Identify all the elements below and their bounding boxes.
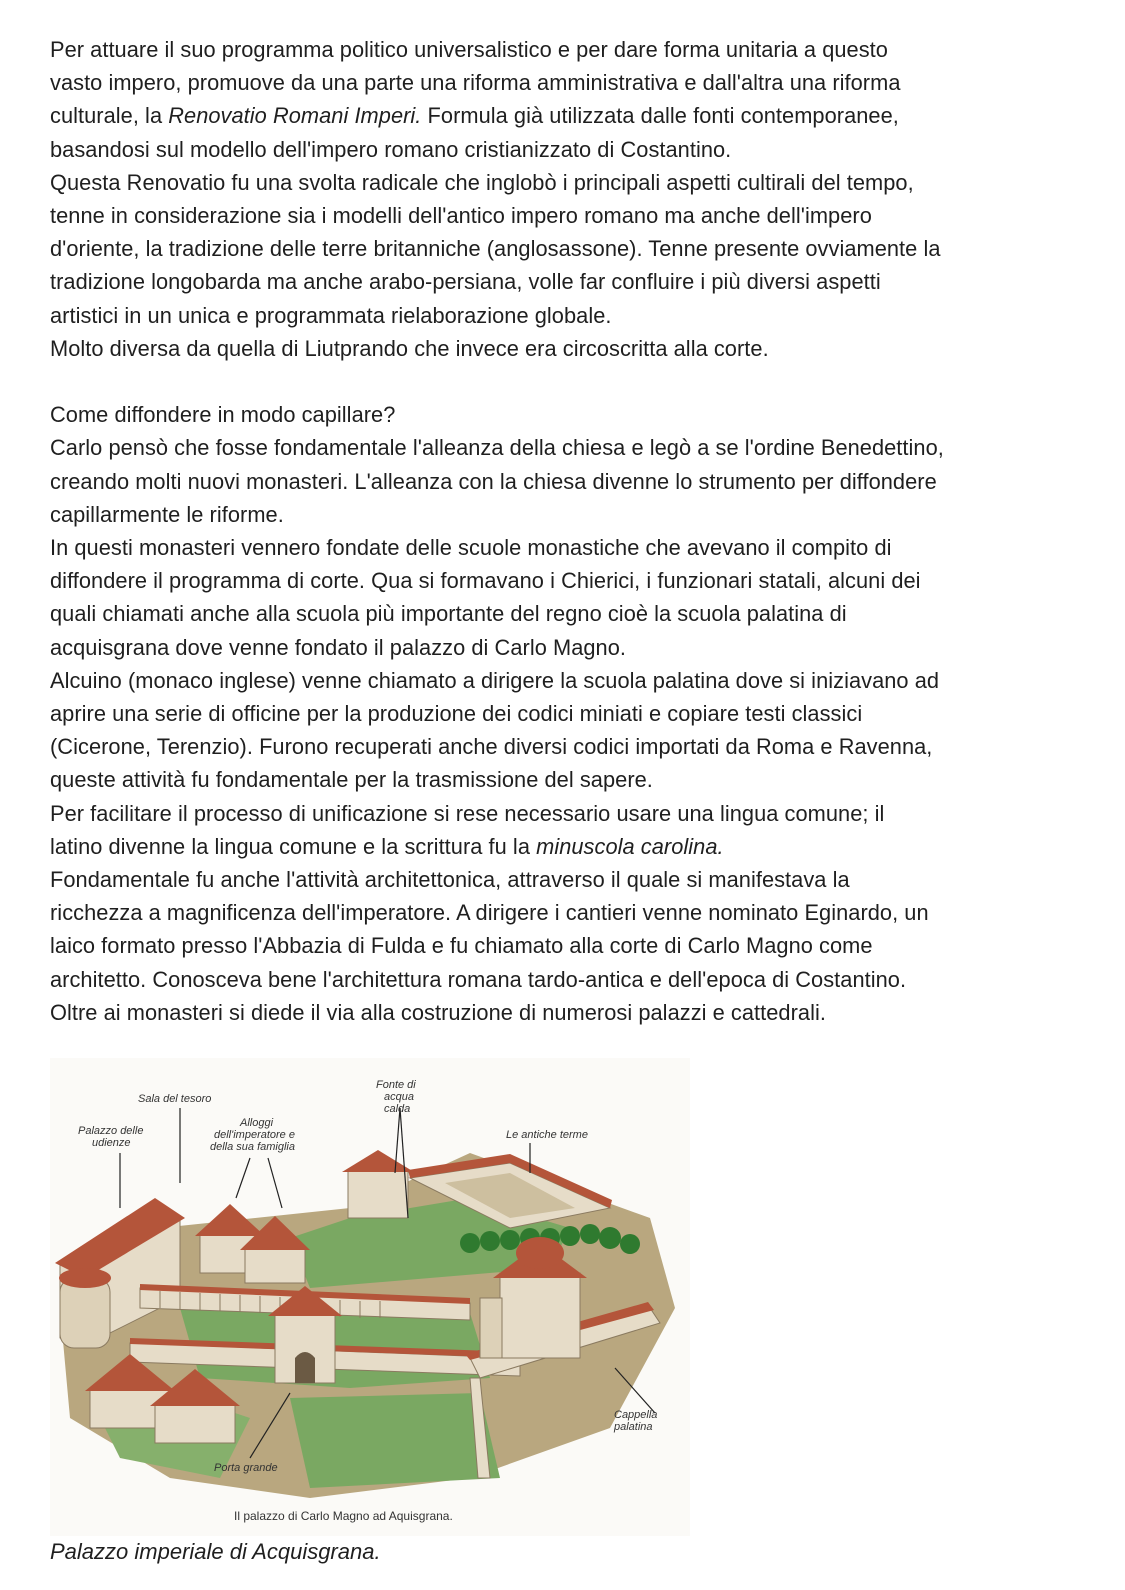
text-line: Per facilitare il processo di unificazione si rese necessario usare una lingua comune; il: [50, 800, 885, 826]
text-line: queste attività fu fondamentale per la trasmissione del sapere.: [50, 767, 653, 793]
gate-arch: [295, 1352, 315, 1383]
text-line: quali chiamati anche alla scuola più importante del regno cioè la scuola palatina di: [50, 601, 847, 627]
text-line: tradizione longobarda ma anche arabo-persiana, volle far confluire i più diversi aspetti: [50, 269, 881, 295]
text-line: In questi monasteri vennero fondate delle scuole monastiche che avevano il compito di: [50, 535, 892, 561]
italic-term: minuscola carolina.: [536, 833, 724, 859]
label-audience-hall: udienze: [92, 1137, 131, 1149]
text-line: (Cicerone, Terenzio). Furono recuperati anche diversi codici importati da Roma e Ravenna,: [50, 734, 933, 760]
document-body: [50, 33, 1080, 1029]
text-line: ricchezza a magnificenza dell'imperatore. A dirigere i cantieri venne nominato Eginardo, un: [50, 900, 929, 926]
text-line: Alcuino (monaco inglese) venne chiamato a dirigere la scuola palatina dove si iniziavano ad: [50, 667, 940, 693]
italic-term: Renovatio Romani Imperi.: [168, 103, 422, 129]
label-residences: della sua famiglia: [210, 1141, 295, 1153]
paragraph-gap: [50, 365, 1080, 398]
label-hot-spring: calda: [384, 1103, 411, 1115]
palatine-chapel: [500, 1273, 580, 1358]
text-line: architetto. Conosceva bene l'architettura romana tardo-antica e dell'epoca di Costantino.: [50, 966, 907, 992]
grass-lower: [290, 1393, 500, 1488]
palace-drawing: [50, 1058, 690, 1536]
label-audience-hall: Palazzo delle: [78, 1125, 144, 1137]
label-residences: dell'imperatore e: [214, 1129, 295, 1141]
text-line: [50, 99, 1080, 132]
chapel-tower: [480, 1298, 502, 1358]
label-ancient-baths: Le antiche terme: [506, 1129, 588, 1141]
round-tower: [60, 1278, 110, 1348]
text-run: Formula già utilizzata dalle fonti contemporanee,: [421, 103, 899, 129]
text-line: Per attuare il suo programma politico universalistico e per dare forma unitaria a questo: [50, 37, 888, 62]
text-line: laico formato presso l'Abbazia di Fulda e fu chiamato alla corte di Carlo Magno come: [50, 933, 873, 959]
text-line: tenne in considerazione sia i modelli dell'antico impero romano ma anche dell'impero: [50, 203, 872, 229]
text-line: acquisgrana dove venne fondato il palazzo di Carlo Magno.: [50, 634, 626, 660]
text-line: Molto diversa da quella di Liutprando che invece era circoscritta alla corte.: [50, 335, 769, 361]
text-run: culturale, la: [50, 103, 169, 129]
text-line: d'oriente, la tradizione delle terre britanniche (anglosassone). Tenne presente ovviamente la: [50, 236, 941, 262]
text-line: Fondamentale fu anche l'attività architettonica, attraverso il quale si manifestava la: [50, 867, 850, 893]
text-line: [50, 830, 1080, 863]
label-hot-spring: acqua: [384, 1091, 414, 1103]
text-line: creando molti nuovi monasteri. L'alleanza con la chiesa divenne lo strumento per diffondere: [50, 468, 937, 494]
label-hot-spring: Fonte di: [376, 1079, 416, 1091]
text-run: latino divenne la lingua comune e la scrittura fu la: [50, 833, 537, 859]
label-residences: Alloggi: [240, 1117, 274, 1129]
text-line: Oltre ai monasteri si diede il via alla costruzione di numerosi palazzi e cattedrali.: [50, 999, 826, 1025]
figure-caption: Il palazzo di Carlo Magno ad Aquisgrana.: [234, 1509, 453, 1523]
text-line: diffondere il programma di corte. Qua si formavano i Chierici, i funzionari statali, alcuni dei: [50, 568, 921, 594]
label-palatine-chapel: Cappella: [614, 1409, 658, 1421]
paragraph-renovatio: [50, 33, 1080, 365]
text-line: basandosi sul modello dell'impero romano cristianizzato di Costantino.: [50, 136, 732, 162]
palace-illustration: [50, 1058, 690, 1548]
fountain-building: [348, 1170, 408, 1218]
chapel-dome: [516, 1237, 564, 1269]
text-line: Carlo pensò che fosse fondamentale l'alleanza della chiesa e legò a se l'ordine Benedettino,: [50, 435, 944, 461]
label-palatine-chapel: palatina: [614, 1421, 653, 1433]
section-question: Come diffondere in modo capillare?: [50, 402, 396, 428]
text-line: vasto impero, promuove da una parte una riforma amministrativa e dall'altra una riforma: [50, 70, 901, 96]
text-line: aprire una serie di officine per la produzione dei codici miniati e copiare testi classici: [50, 701, 863, 727]
text-line: artistici in un unica e programmata rielaborazione globale.: [50, 302, 612, 328]
label-treasure-hall: Sala del tesoro: [138, 1093, 212, 1105]
round-tower-roof: [59, 1268, 111, 1288]
text-line: Questa Renovatio fu una svolta radicale che inglobò i principali aspetti cultirali del tempo,: [50, 169, 914, 195]
label-great-gate: Porta grande: [214, 1462, 278, 1474]
text-line: capillarmente le riforme.: [50, 501, 284, 527]
paragraph-diffusione: [50, 398, 1080, 1029]
image-caption: Palazzo imperiale di Acquisgrana.: [50, 1539, 381, 1564]
